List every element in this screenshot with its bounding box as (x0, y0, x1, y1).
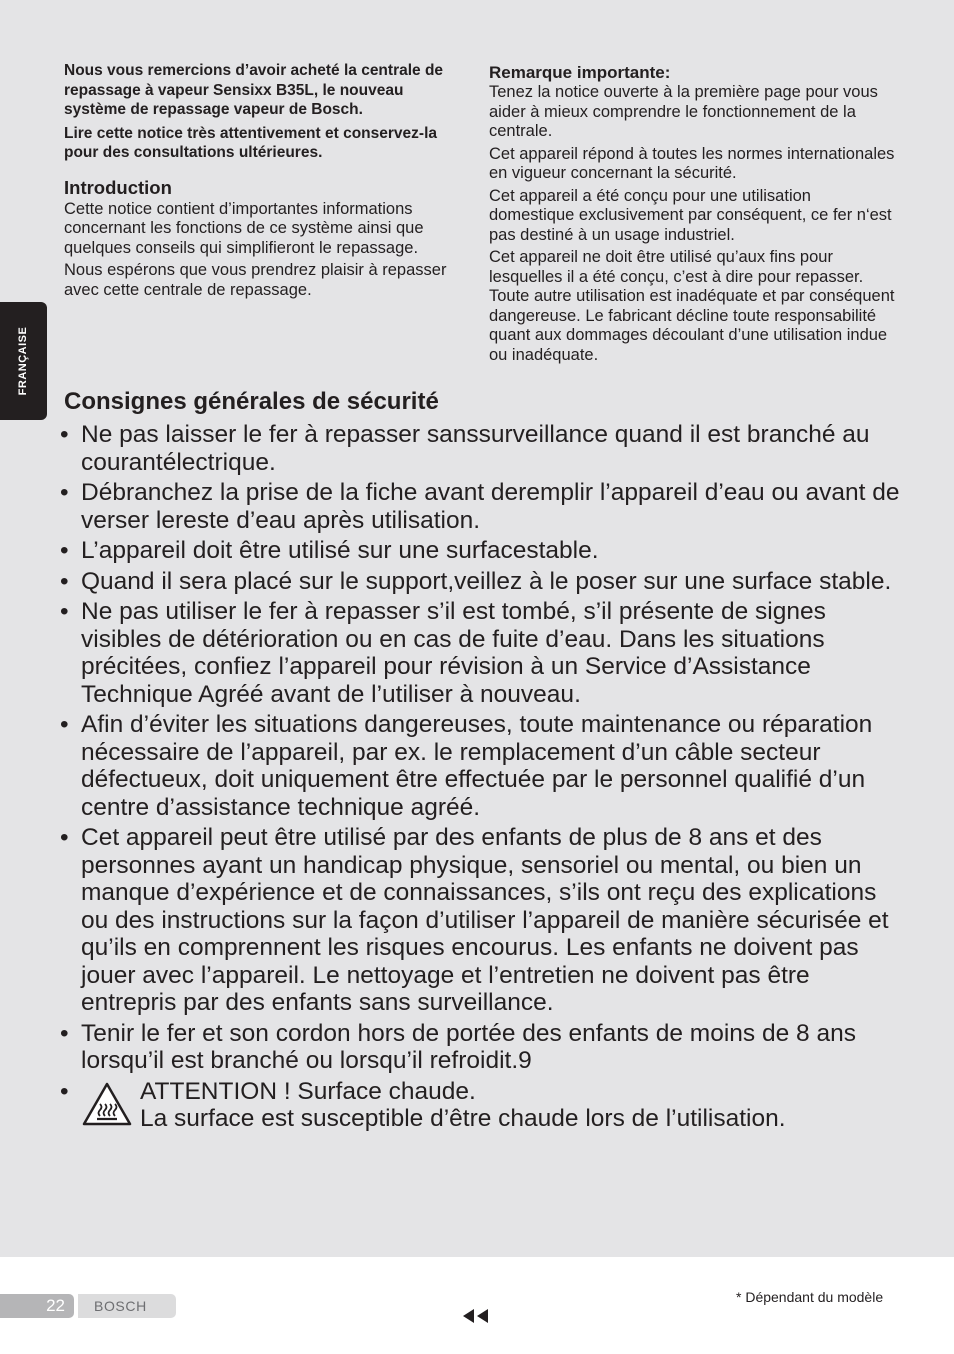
bullet-dot: • (60, 567, 69, 595)
warning-line-2: La surface est susceptible d’être chaude lors de l’utilisation. (140, 1105, 786, 1132)
remark-paragraph-1: Tenez la notice ouverte à la première page pour vous aider à mieux comprendre le fonctionnement de la centrale. (489, 83, 878, 140)
page-number: 22 (46, 1296, 65, 1315)
safety-bullet-text: Ne pas utiliser le fer à repasser s’il est tombé, s’il présente de signes visibles de détérioration ou en cas de fuite d’eau. Dans les situations précitées, confiez l’appareil pour révision à un Service d’Assistance Technique Agréé avant de l’utiliser à nouveau. (81, 598, 826, 708)
safety-bullet-text: L’appareil doit être utilisé sur une surfacestable. (81, 537, 599, 564)
bullet-dot: • (60, 1077, 69, 1105)
hot-surface-warning-icon (81, 1081, 133, 1127)
warning-line-1: ATTENTION ! Surface chaude. (140, 1077, 476, 1105)
warning-bullet (60, 1078, 900, 1133)
safety-bullet (60, 824, 900, 1017)
introduction-heading: Introduction (64, 176, 172, 198)
safety-bullet-text: Afin d’éviter les situations dangereuses, toute maintenance ou réparation nécessaire de l’appareil, par ex. le remplacement d’un câble secteur défectueux, doit uniquement être effectuée par le personnel qualifié d’un centre d’assistance technique agréé. (81, 711, 873, 821)
safety-bullet (60, 1020, 900, 1075)
safety-bullet-text: Cet appareil peut être utilisé par des enfants de plus de 8 ans et des personnes ayant un handicap physique, sensoriel ou mental, ou bien un manque d’expérience et de connaissances, s’ils ont reçu des explications ou des instructions sur la façon d’utiliser l’appareil de manière sécurisée et qu’ils en comprennent les risques encourus. Les enfants ne doivent pas jouer avec l’appareil. Le nettoyage et l’entretien ne doivent pas être entrepris par des enfants sans surveillance. (81, 824, 889, 1016)
bullet-dot: • (60, 824, 69, 851)
double-arrow-left-icon[interactable] (462, 1308, 490, 1324)
brand-tab (78, 1294, 176, 1318)
safety-bullet (60, 568, 900, 596)
remark-heading: Remarque importante: (489, 63, 671, 82)
bullet-dot: • (60, 421, 69, 448)
bullet-dot: • (60, 537, 69, 564)
language-tab (0, 302, 47, 420)
remark-paragraph-4: Cet appareil ne doit être utilisé qu’aux fins pour lesquelles il a été conçu, c’est à dire pour repasser. Toute autre utilisation est inadéquate et par conséquent dangereuse. Le fabricant décline toute responsabilité quant aux dommages découlant d’une utilisation indue ou inadéquate. (489, 248, 895, 364)
safety-bullet (60, 479, 900, 534)
safety-bullet-text: Quand il sera placé sur le support,veillez à le poser sur une surface stable. (81, 567, 892, 595)
safety-title: Consignes générales de sécurité (64, 388, 439, 415)
warning-row (81, 1078, 900, 1133)
safety-bullet-list (60, 421, 900, 1136)
safety-bullet (60, 421, 900, 476)
remark-paragraph-3: Cet appareil a été conçu pour une utilisation domestique exclusivement par conséquent, ce fer n‘est pas destiné à un usage industriel. (489, 186, 892, 244)
model-footnote: * Dépendant du modèle (736, 1289, 884, 1305)
read-notice-text: Lire cette notice très attentivement et conservez-la pour des consultations ultérieures. (64, 124, 437, 161)
bullet-dot: • (60, 711, 69, 738)
introduction-paragraph-1: Cette notice contient d’importantes informations concernant les fonctions de ce système ainsi que quelques conseils qui simplifieront le repassage. (64, 199, 424, 257)
brand-name: BOSCH (94, 1298, 147, 1314)
safety-bullet (60, 537, 900, 565)
left-column (64, 61, 469, 303)
safety-bullet-text: Débranchez la prise de la fiche avant deremplir l’appareil d’eau ou avant de verser lereste d’eau après utilisation. (81, 479, 900, 534)
remark-paragraph-2: Cet appareil répond à toutes les normes internationales en vigueur concernant la sécurité. (489, 144, 895, 182)
bullet-dot: • (60, 1019, 69, 1047)
introduction-paragraph-2: Nous espérons que vous prendrez plaisir à repasser avec cette centrale de repassage. (64, 261, 447, 299)
bullet-dot: • (60, 598, 69, 625)
language-tab-label: FRANÇAISE (17, 326, 29, 396)
safety-bullet (60, 598, 900, 708)
page-number-tab (0, 1294, 74, 1318)
safety-bullet-text: Ne pas laisser le fer à repasser sanssurveillance quand il est branché au courantélectrique. (81, 421, 870, 476)
right-column (489, 62, 899, 368)
bullet-dot: • (60, 479, 69, 506)
warning-text (140, 1078, 786, 1133)
safety-bullet (60, 711, 900, 821)
safety-bullet-text: Tenir le fer et son cordon hors de portée des enfants de moins de 8 ans lorsqu’il est branché ou lorsqu’il refroidit.9 (81, 1019, 856, 1074)
thank-you-text: Nous vous remercions d’avoir acheté la centrale de repassage à vapeur Sensixx B35L, le nouveau système de repassage vapeur de Bosch. (64, 62, 444, 118)
